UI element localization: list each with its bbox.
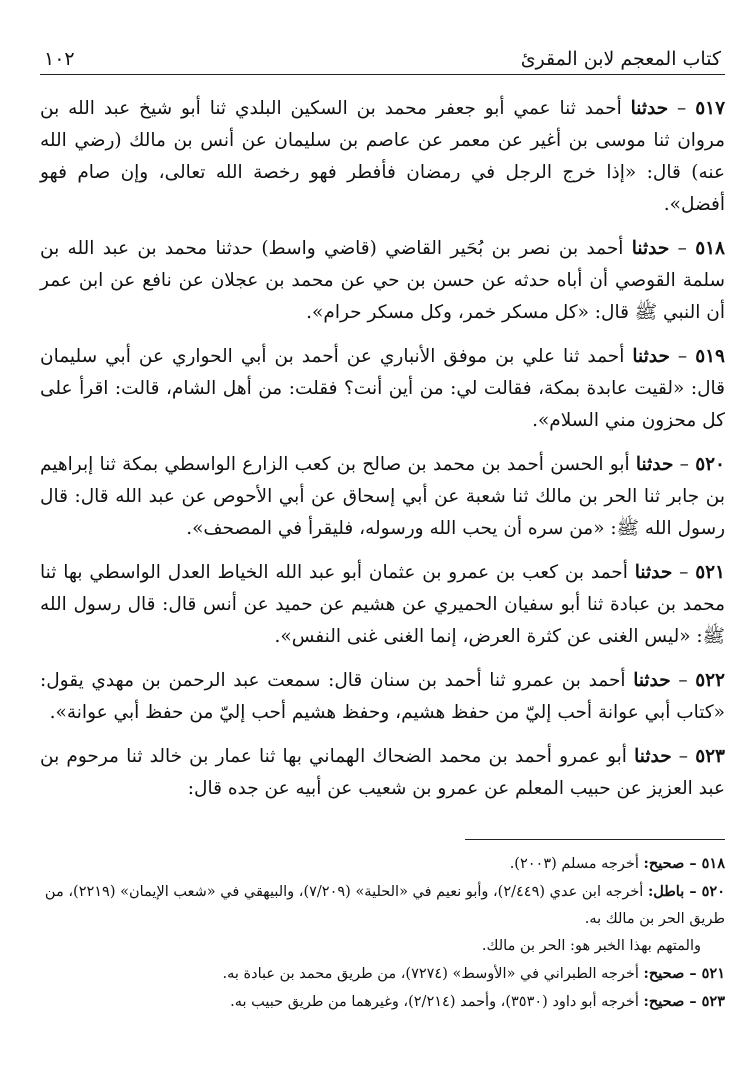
hadith-lead: حدثنا	[633, 670, 671, 691]
footnote-extra: والمتهم بهذا الخبر هو: الحر بن مالك.	[481, 938, 701, 954]
hadith-text: أحمد بن نصر بن بُحَير القاضي (قاضي واسط) حدثنا محمد بن عبد الله بن سلمة القوصي أن أباه حدثه عن حسن بن حي عن محمد بن عجلان عن نافع عن ابن عمر أن النبي ﷺ قال: «كل مسكر خمر، وكل مسكر حرام».	[40, 238, 725, 323]
book-title: كتاب المعجم لابن المقرئ	[520, 48, 721, 70]
hadith-text: أحمد بن عمرو ثنا أحمد بن سنان قال: سمعت عبد الرحمن بن مهدي يقول: «كتاب أبي عوانة أحب إليّ من حفظ هشيم، وحفظ هشيم أحب إليّ من حفظ أبي عوانة».	[40, 670, 725, 723]
hadith-text: أحمد بن كعب بن عمرو بن عثمان أبو عبد الله الخياط العدل الواسطي بها ثنا محمد بن عبادة ثنا أبو سفيان الحميري عن هشيم عن حميد عن أنس قال: قال رسول الله ﷺ: «ليس الغنى عن كثرة العرض، إنما الغنى غنى النفس».	[40, 562, 725, 647]
hadith-entry: ٥١٩ – حدثنا أحمد ثنا علي بن موفق الأنباري عن أحمد بن أبي الحواري عن أبي سليمان قال: «لقيت عابدة بمكة، فقالت لي: من أين أنت؟ فقلت: من أهل الشام، قالت: اقرأ على كل محزون مني السلام».	[40, 346, 725, 431]
hadith-entry: ٥٢٠ – حدثنا أبو الحسن أحمد بن محمد بن صالح بن كعب الزارع الواسطي بمكة ثنا إبراهيم بن جابر ثنا الحر بن مالك ثنا شعبة عن أبي إسحاق عن أبي الأحوص عن عبد الله قال: قال رسول الله ﷺ: «من سره أن يحب الله ورسوله، فليقرأ في المصحف».	[40, 454, 725, 539]
hadith-entry: ٥٢١ – حدثنا أحمد بن كعب بن عمرو بن عثمان أبو عبد الله الخياط العدل الواسطي بها ثنا محمد بن عبادة ثنا أبو سفيان الحميري عن هشيم عن حميد عن أنس قال: قال رسول الله ﷺ: «ليس الغنى عن كثرة العرض، إنما الغنى غنى النفس».	[40, 562, 725, 647]
hadith-text: أحمد ثنا علي بن موفق الأنباري عن أحمد بن أبي الحواري عن أبي سليمان قال: «لقيت عابدة بمكة، فقالت لي: من أين أنت؟ فقلت: من أهل الشام، قالت: اقرأ على كل محزون مني السلام».	[40, 346, 725, 431]
hadith-lead: حدثنا	[630, 98, 669, 119]
footnote-entry	[40, 960, 725, 988]
footnote-line: ٥٢١ – صحيح: أخرجه الطبراني في «الأوسط» (٧٢٧٤)، من طريق محمد بن عبادة به.	[222, 965, 725, 982]
footnote-entry	[40, 988, 725, 1016]
header-divider	[40, 74, 725, 75]
hadith-lead: حدثنا	[634, 562, 673, 583]
hadith-list	[40, 93, 725, 805]
footnote-text: أخرجه الطبراني في «الأوسط» (٧٢٧٤)، من طريق محمد بن عبادة به.	[222, 966, 639, 982]
hadith-number: ٥٢٣	[695, 746, 725, 767]
hadith-lead: حدثنا	[634, 746, 672, 767]
hadith-text: أحمد ثنا عمي أبو جعفر محمد بن السكين البلدي ثنا أبو شيخ عبد الله بن مروان ثنا موسى بن أغير عن معمر عن عاصم بن سليمان عن أنس بن مالك (رضي الله عنه) قال: «إذا خرج الرجل في رمضان فأفطر فهو رخصة الله تعالى، وإن صام فهو أفضل».	[40, 98, 725, 215]
hadith-entry: ٥١٧ – حدثنا أحمد ثنا عمي أبو جعفر محمد بن السكين البلدي ثنا أبو شيخ عبد الله بن مروان ثنا موسى بن أغير عن معمر عن عاصم بن سليمان عن أنس بن مالك (رضي الله عنه) قال: «إذا خرج الرجل في رمضان فأفطر فهو رخصة الله تعالى، وإن صام فهو أفضل».	[40, 98, 726, 215]
footnote-line: ٥٢٣ – صحيح: أخرجه أبو داود (٣٥٣٠)، وأحمد (٢/٢١٤)، وغيرهما من طريق حبيب به.	[230, 993, 725, 1010]
hadith-number: ٥٢٠	[695, 454, 725, 475]
hadith-entry: ٥٢٢ – حدثنا أحمد بن عمرو ثنا أحمد بن سنان قال: سمعت عبد الرحمن بن مهدي يقول: «كتاب أبي عوانة أحب إليّ من حفظ هشيم، وحفظ هشيم أحب إليّ من حفظ أبي عوانة».	[40, 670, 725, 723]
hadith-number: ٥١٧	[695, 98, 726, 119]
footnote-grade: صحيح:	[643, 965, 685, 982]
footnote-divider	[465, 839, 725, 840]
footnote-grade: صحيح:	[643, 855, 685, 872]
footnote-entry	[40, 850, 725, 878]
footnote-grade: صحيح:	[643, 993, 685, 1010]
hadith-number: ٥١٨	[695, 238, 725, 259]
hadith-text: أبو الحسن أحمد بن محمد بن صالح بن كعب الزارع الواسطي بمكة ثنا إبراهيم بن جابر ثنا الحر بن مالك ثنا شعبة عن أبي إسحاق عن أبي الأحوص عن عبد الله قال: قال رسول الله ﷺ: «من سره أن يحب الله ورسوله، فليقرأ في المصحف».	[40, 454, 725, 539]
footnote-line: ٥٢٠ – باطل: أخرجه ابن عدي (٢/٤٤٩)، وأبو نعيم في «الحلية» (٧/٢٠٩)، والبيهقي في «شعب الإيمان» (٢٢١٩)، من طريق الحر بن مالك به.	[44, 883, 725, 927]
hadith-entry: ٥١٨ – حدثنا أحمد بن نصر بن بُحَير القاضي (قاضي واسط) حدثنا محمد بن عبد الله بن سلمة القوصي أن أباه حدثه عن حسن بن حي عن محمد بن عجلان عن نافع عن ابن عمر أن النبي ﷺ قال: «كل مسكر خمر، وكل مسكر حرام».	[40, 238, 725, 323]
footnote-list	[40, 850, 725, 1016]
book-page	[40, 48, 725, 1016]
hadith-lead: حدثنا	[632, 346, 670, 367]
footnote-text: أخرجه ابن عدي (٢/٤٤٩)، وأبو نعيم في «الحلية» (٧/٢٠٩)، والبيهقي في «شعب الإيمان» (٢٢١٩)، من طريق الحر بن مالك به.	[44, 884, 725, 927]
footnote-line: ٥١٨ – صحيح: أخرجه مسلم (٢٠٠٣).	[509, 855, 725, 872]
hadith-number: ٥١٩	[695, 346, 725, 367]
footnote-text: أخرجه أبو داود (٣٥٣٠)، وأحمد (٢/٢١٤)، وغيرهما من طريق حبيب به.	[230, 994, 639, 1010]
hadith-text: أبو عمرو أحمد بن محمد الضحاك الهماني بها ثنا عمار بن خالد ثنا مرحوم بن عبد العزيز عن حبيب المعلم عن عمرو بن شعيب عن أبيه عن جده قال:	[40, 746, 725, 799]
hadith-lead: حدثنا	[631, 238, 670, 259]
hadith-number: ٥٢٢	[695, 670, 725, 691]
footnote-number: ٥٢٠	[701, 883, 725, 900]
page-header	[40, 48, 725, 74]
footnote-number: ٥٢٣	[701, 993, 725, 1010]
footnote-grade: باطل:	[647, 883, 685, 900]
hadith-entry: ٥٢٣ – حدثنا أبو عمرو أحمد بن محمد الضحاك الهماني بها ثنا عمار بن خالد ثنا مرحوم بن عبد العزيز عن حبيب المعلم عن عمرو بن شعيب عن أبيه عن جده قال:	[40, 746, 725, 799]
page-number: ١٠٢	[44, 48, 75, 70]
hadith-number: ٥٢١	[695, 562, 725, 583]
footnote-number: ٥١٨	[701, 855, 725, 872]
footnote-number: ٥٢١	[701, 965, 725, 982]
footnote-text: أخرجه مسلم (٢٠٠٣).	[509, 856, 639, 872]
footnote-entry	[40, 878, 725, 960]
hadith-lead: حدثنا	[635, 454, 674, 475]
